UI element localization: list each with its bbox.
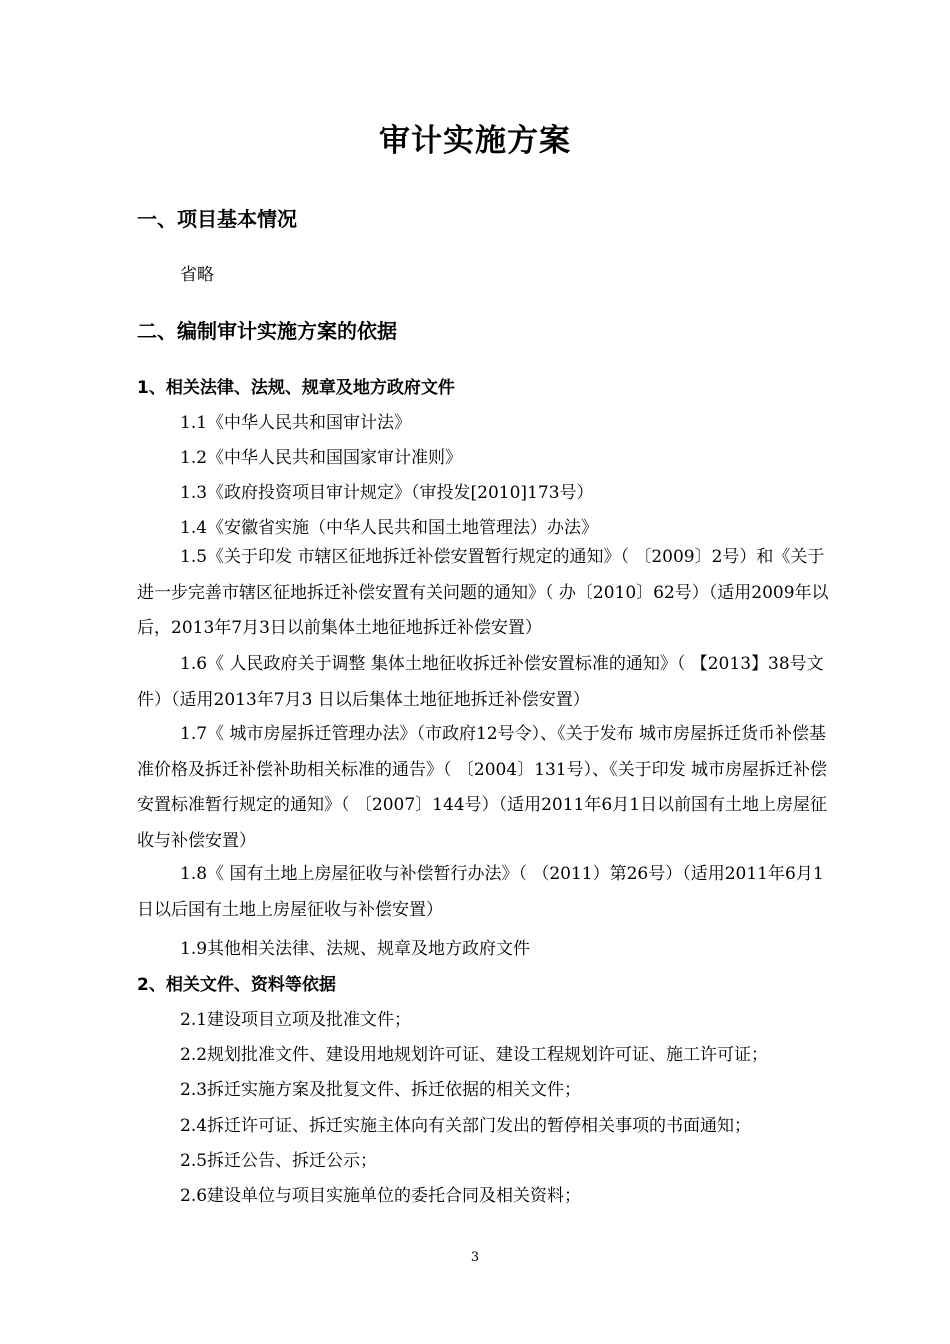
list-item: 2.2规划批准文件、建设用地规划许可证、建设工程规划许可证、施工许可证； [180, 1045, 769, 1065]
list-item: 1.7《 城市房屋拆迁管理办法》（市政府12号令）、《关于发布 城市房屋拆迁货币补偿基准价格及拆迁补偿补助相关标准的通告》（ 〔2004〕131号）、《关于印发 城市房屋拆迁补偿安置标准暂行规定的通知》（ 〔2007〕144号）（适用2011年6月1日以前国有土地上房屋征收与补偿安置） [137, 724, 828, 851]
list-item: 2.1建设项目立项及批准文件； [180, 1010, 412, 1030]
list-item: 2.3拆迁实施方案及批复文件、拆迁依据的相关文件； [180, 1080, 582, 1100]
list-item: 2.5拆迁公告、拆迁公示； [180, 1151, 378, 1171]
list-item: 1.2《中华人民共和国国家审计准则》 [180, 448, 463, 468]
list-item: 2.6建设单位与项目实施单位的委托合同及相关资料； [180, 1186, 582, 1206]
list-item: 1.4《安徽省实施（中华人民共和国土地管理法）办法》 [180, 518, 599, 538]
section1-body: 省略 [180, 265, 214, 285]
list-item: 2.4拆迁许可证、拆迁实施主体向有关部门发出的暂停相关事项的书面通知； [180, 1116, 752, 1136]
page-title: 审计实施方案 [379, 123, 571, 159]
list-item: 1.5《关于印发 市辖区征地拆迁补偿安置暂行规定的通知》（ 〔2009〕2号）和《关于进一步完善市辖区征地拆迁补偿安置有关问题的通知》（ 办〔2010〕62号）（适用2009年以后，2013年7月3日以前集体土地征地拆迁补偿安置） [137, 547, 829, 638]
section1-heading: 一、项目基本情况 [137, 207, 297, 231]
page-number: 3 [470, 1250, 480, 1265]
list-item: 1.8《 国有土地上房屋征收与补偿暂行办法》（ （2011）第26号）（适用2011年6月1日以后国有土地上房屋征收与补偿安置） [137, 864, 824, 920]
list-item: 1.6《 人民政府关于调整 集体土地征收拆迁补偿安置标准的通知》（ 【2013】38号文件）（适用2013年7月3 日以后集体土地征地拆迁补偿安置） [137, 654, 824, 710]
subsection2-heading: 2、相关文件、资料等依据 [137, 975, 336, 995]
list-item: 1.3《政府投资项目审计规定》（审投发[2010]173号） [180, 483, 594, 503]
subsection1-heading: 1、相关法律、法规、规章及地方政府文件 [137, 378, 455, 398]
list-item: 1.9其他相关法律、法规、规章及地方政府文件 [180, 939, 531, 959]
list-item: 1.1《中华人民共和国审计法》 [180, 413, 412, 433]
section2-heading: 二、编制审计实施方案的依据 [137, 319, 397, 343]
